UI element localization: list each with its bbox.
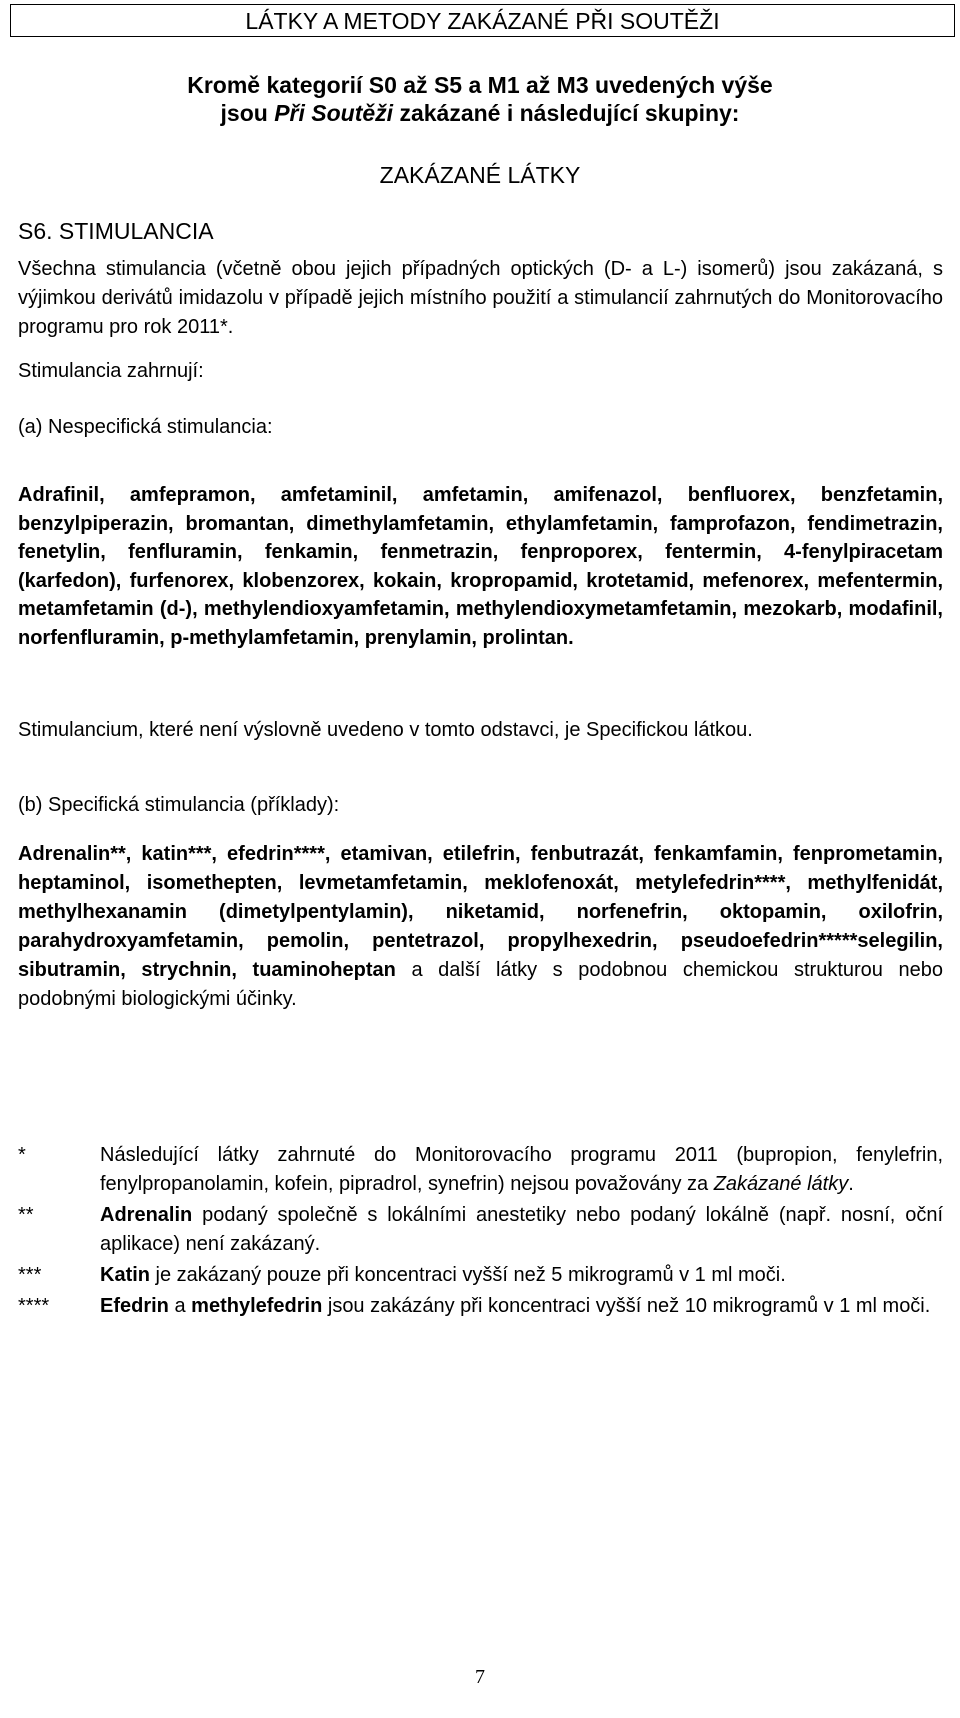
footnote (18, 1292, 943, 1321)
document-header (10, 4, 955, 37)
footnote (18, 1201, 943, 1259)
footnote (18, 1141, 943, 1199)
footnote-mark: **** (18, 1295, 50, 1317)
not-listed-paragraph: Stimulancium, které není výslovně uvedeno v tomto odstavci, je Specifickou látkou. (18, 719, 753, 741)
footnote-mark: ** (18, 1204, 34, 1226)
footnote-mark: *** (18, 1264, 42, 1286)
footnote-text: Katin je zakázaný pouze při koncentraci vyšší než 5 mikrogramů v 1 ml moči. (100, 1264, 786, 1286)
section-a-list: Adrafinil, amfepramon, amfetaminil, amfetamin, amifenazol, benfluorex, benzfetamin, benzylpiperazin, bromantan, dimethylamfetamin, ethylamfetamin, famprofazon, fendimetrazin, fenetylin, fenfluramin, fenkamin, fenmetrazin, fenproporex, fentermin, 4-fenylpiracetam (karfedon), furfenorex, klobenzorex, kokain, kropropamid, krotetamid, mefenorex, mefentermin, metamfetamin (d-), methylendioxyamfetamin, methylendioxymetamfetamin, mezokarb, modafinil, norfenfluramin, p-methylamfetamin, prenylamin, prolintan. (18, 484, 943, 649)
section-a-heading: (a) Nespecifická stimulancia: (18, 416, 273, 438)
footnote (18, 1261, 943, 1290)
footnote-text: Adrenalin podaný společně s lokálními anestetiky nebo podaný lokálně (např. nosní, oční aplikace) není zakázaný. (100, 1204, 943, 1255)
section-b-list: Adrenalin**, katin***, efedrin****, etamivan, etilefrin, fenbutrazát, fenkamfamin, fenprometamin, heptaminol, isomethepten, levmetamfetamin, meklofenoxát, metylefedrin****, methylfenidát, methylhexanamin (dimetylpentylamin), niketamid, norfenefrin, oktopamin, oxilofrin, parahydroxyamfetamin, pemolin, pentetrazol, propylhexedrin, pseudoefedrin*****selegilin, sibutramin, strychnin, tuaminoheptan a další látky s podobnou chemickou strukturou nebo podobnými biologickými účinky. (18, 843, 943, 1010)
intro-line-2: jsou Při Soutěži zakázané i následující skupiny: (220, 100, 740, 126)
document-title: LÁTKY A METODY ZAKÁZANÉ PŘI SOUTĚŽI (245, 8, 720, 34)
section-title: S6. STIMULANCIA (18, 218, 214, 244)
includes-label: Stimulancia zahrnují: (18, 360, 204, 382)
footnotes (18, 1141, 943, 1323)
intro-line-1: Kromě kategorií S0 až S5 a M1 až M3 uvedených výše (187, 72, 773, 98)
section-b-heading: (b) Specifická stimulancia (příklady): (18, 794, 340, 816)
footnote-text: Efedrin a methylefedrin jsou zakázány při koncentraci vyšší než 10 mikrogramů v 1 ml moči. (100, 1295, 931, 1317)
page-number: 7 (475, 1666, 485, 1688)
footnote-text: Následující látky zahrnuté do Monitorovacího programu 2011 (bupropion, fenylefrin, fenylpropanolamin, kofein, pipradrol, synefrin) nejsou považovány za Zakázané látky. (100, 1144, 943, 1195)
footnote-mark: * (18, 1144, 26, 1166)
general-paragraph: Všechna stimulancia (včetně obou jejich případných optických (D- a L-) isomerů) jsou zakázaná, s výjimkou derivátů imidazolu v případě jejich místního použití a stimulancií zahrnutých do Monitorovacího programu pro rok 2011*. (18, 258, 943, 338)
subheading: ZAKÁZANÉ LÁTKY (379, 162, 581, 188)
